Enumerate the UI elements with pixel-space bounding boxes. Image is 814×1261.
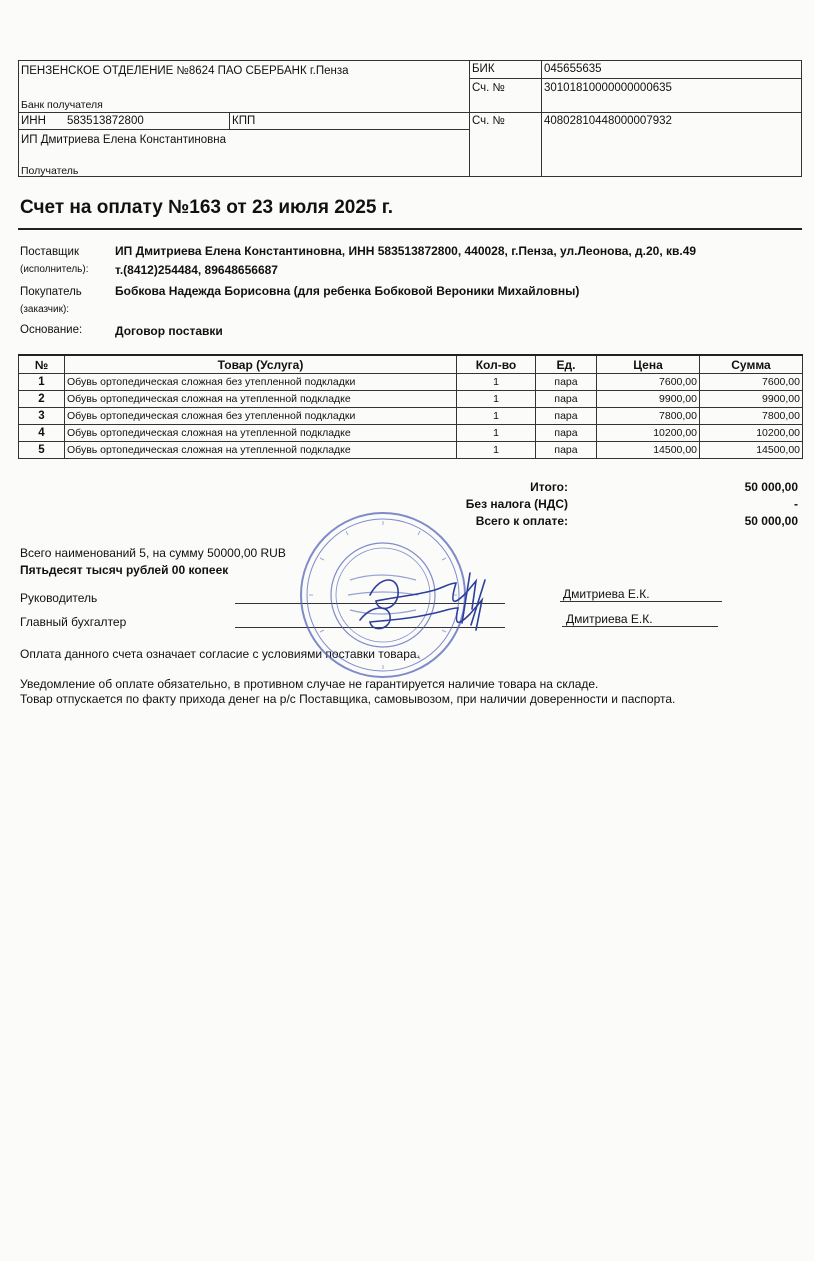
row-number: 2 [19, 391, 65, 408]
pay-value: 50 000,00 [744, 514, 798, 528]
row-price: 14500,00 [597, 442, 700, 459]
handwritten-signatures [350, 565, 520, 645]
row-price: 7800,00 [597, 408, 700, 425]
bank-label: Банк получателя [21, 99, 103, 111]
row-sum: 10200,00 [700, 425, 803, 442]
row-unit: пара [536, 442, 597, 459]
amount-in-words: Пятьдесят тысяч рублей 00 копеек [20, 563, 229, 577]
recipient-label: Получатель [21, 165, 79, 177]
inn-value: 583513872800 [67, 115, 144, 127]
row-qty: 1 [457, 408, 536, 425]
inn-label: ИНН [21, 115, 46, 127]
vat-label: Без налога (НДС) [465, 497, 568, 511]
row-unit: пара [536, 408, 597, 425]
col-header-number: № [19, 355, 65, 374]
accountant-name: Дмитриева Е.К. [566, 612, 653, 626]
table-row [19, 425, 803, 442]
col-header-item: Товар (Услуга) [65, 355, 457, 374]
corr-account-label: Сч. № [472, 82, 505, 94]
table-row [19, 408, 803, 425]
row-item: Обувь ортопедическая сложная без утепленной подкладки [65, 408, 457, 425]
items-table [18, 354, 803, 459]
head-name: Дмитриева Е.К. [563, 587, 650, 601]
supplier-line1: ИП Дмитриева Елена Константиновна, ИНН 583513872800, 440028, г.Пенза, ул.Леонова, д.20, кв.49 [115, 244, 697, 258]
buyer-name: Бобкова Надежда Борисовна (для ребенка Бобковой Вероники Михайловны) [115, 284, 580, 298]
account-label: Сч. № [472, 115, 505, 127]
supplier-label: Поставщик [20, 246, 79, 258]
total-value: 50 000,00 [744, 480, 798, 494]
total-label: Итого: [530, 480, 568, 494]
table-header-row [19, 355, 803, 374]
row-unit: пара [536, 425, 597, 442]
buyer-label: Покупатель [20, 286, 82, 298]
row-item: Обувь ортопедическая сложная на утепленной подкладке [65, 425, 457, 442]
col-header-price: Цена [597, 355, 700, 374]
vat-value: - [794, 497, 798, 511]
row-qty: 1 [457, 442, 536, 459]
row-price: 9900,00 [597, 391, 700, 408]
head-label: Руководитель [20, 591, 98, 605]
consent-note: Оплата данного счета означает согласие с условиями поставки товара. [20, 647, 420, 661]
row-sum: 7600,00 [700, 374, 803, 391]
basis-value: Договор поставки [115, 324, 223, 338]
row-price: 7600,00 [597, 374, 700, 391]
head-name-line [560, 601, 722, 602]
accountant-label: Главный бухгалтер [20, 615, 127, 629]
row-qty: 1 [457, 425, 536, 442]
recipient-name: ИП Дмитриева Елена Константиновна [21, 134, 226, 146]
basis-label: Основание: [20, 324, 83, 336]
row-price: 10200,00 [597, 425, 700, 442]
kpp-label: КПП [232, 115, 256, 127]
accountant-name-line [562, 626, 718, 627]
row-unit: пара [536, 391, 597, 408]
row-item: Обувь ортопедическая сложная на утепленной подкладке [65, 391, 457, 408]
col-header-unit: Ед. [536, 355, 597, 374]
table-row [19, 442, 803, 459]
row-sum: 14500,00 [700, 442, 803, 459]
row-sum: 7800,00 [700, 408, 803, 425]
items-count-summary: Всего наименований 5, на сумму 50000,00 RUB [20, 546, 286, 560]
col-header-qty: Кол-во [457, 355, 536, 374]
row-item: Обувь ортопедическая сложная без утепленной подкладки [65, 374, 457, 391]
col-header-sum: Сумма [700, 355, 803, 374]
row-number: 5 [19, 442, 65, 459]
supplier-sublabel: (исполнитель): [20, 264, 89, 275]
row-item: Обувь ортопедическая сложная на утепленной подкладке [65, 442, 457, 459]
table-row [19, 391, 803, 408]
supplier-line2: т.(8412)254484, 89648656687 [115, 263, 278, 277]
row-number: 4 [19, 425, 65, 442]
bank-name: ПЕНЗЕНСКОЕ ОТДЕЛЕНИЕ №8624 ПАО СБЕРБАНК г.Пенза [21, 65, 349, 77]
bik-label: БИК [472, 63, 495, 75]
row-number: 3 [19, 408, 65, 425]
title-rule [18, 228, 802, 230]
row-qty: 1 [457, 391, 536, 408]
bik-value: 045655635 [544, 63, 602, 75]
account-value: 40802810448000007932 [544, 115, 672, 127]
invoice-title: Счет на оплату №163 от 23 июля 2025 г. [20, 197, 394, 218]
shipment-notice: Товар отпускается по факту прихода денег на р/с Поставщика, самовывозом, при наличии доверенности и паспорта. [20, 692, 676, 706]
corr-account-value: 30101810000000000635 [544, 82, 672, 94]
payment-notice: Уведомление об оплате обязательно, в противном случае не гарантируется наличие товара на складе. [20, 677, 599, 691]
pay-label: Всего к оплате: [475, 514, 568, 528]
buyer-sublabel: (заказчик): [20, 304, 70, 315]
bank-details-block [18, 60, 802, 177]
row-number: 1 [19, 374, 65, 391]
table-row [19, 374, 803, 391]
row-sum: 9900,00 [700, 391, 803, 408]
row-unit: пара [536, 374, 597, 391]
row-qty: 1 [457, 374, 536, 391]
